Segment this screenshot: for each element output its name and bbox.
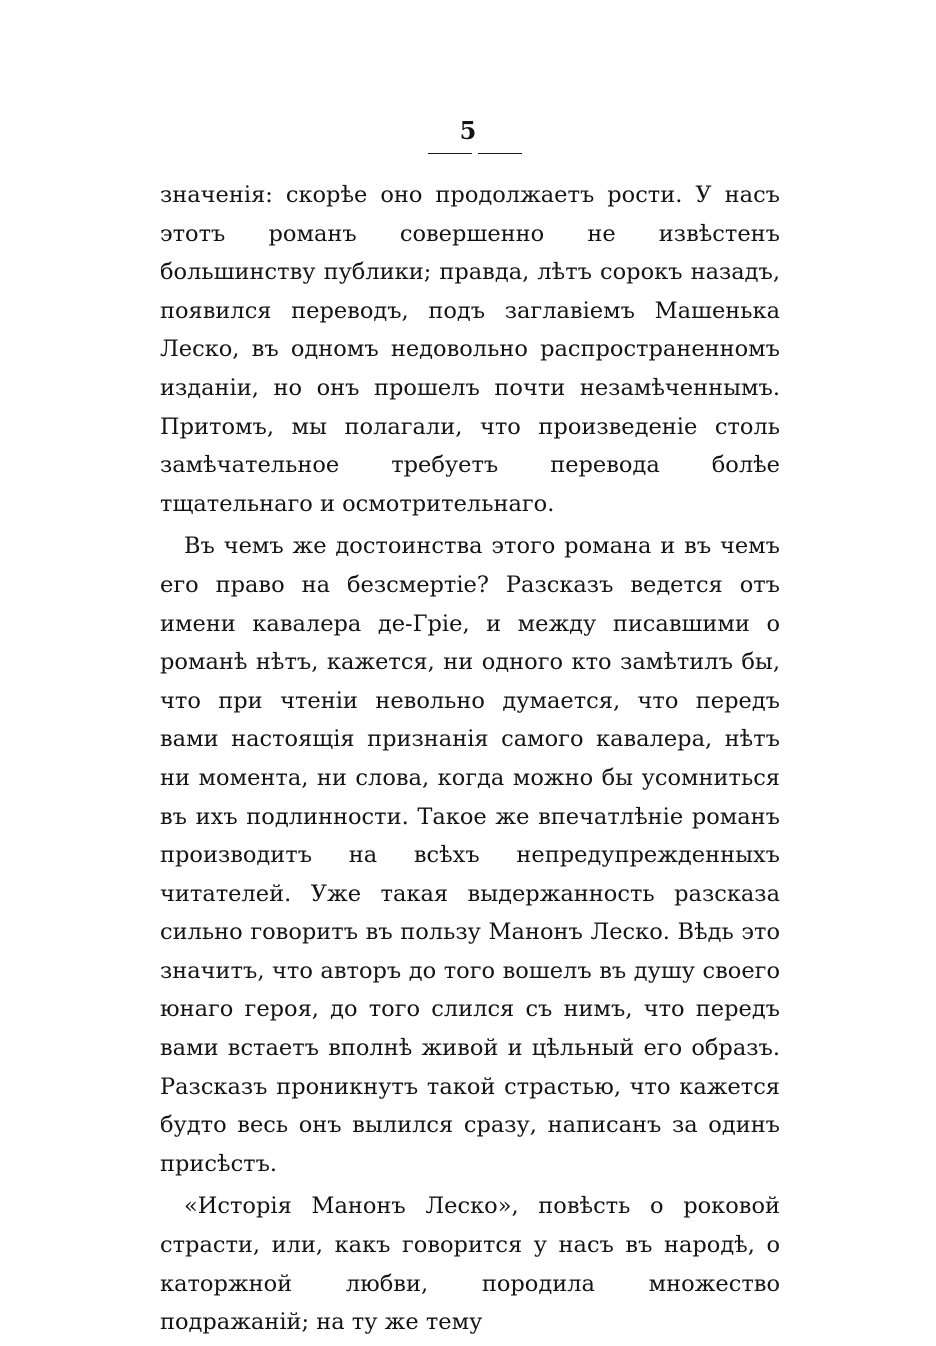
page-number: 5 [459,116,477,145]
body-text [160,176,780,1346]
page-number-rule-right [478,153,522,154]
paragraph: Въ чемъ же достоинства этого романа и въ чемъ его право на безсмертіе? Разсказъ ведется отъ имени кавалера де-Гріе, и между писавшими о романѣ нѣтъ, кажется, ни одного кто замѣтилъ бы, что при чтеніи невольно думается, что передъ вами настоящія признанія самого кавалера, нѣтъ ни момента, ни слова, когда можно бы усомниться въ ихъ подлинности. Такое же впечатлѣніе романъ производитъ на всѣхъ непредупрежденныхъ читателей. Уже такая выдержанность разсказа сильно говоритъ въ пользу Манонъ Леско. Вѣдь это значитъ, что авторъ до того вошелъ въ душу своего юнаго героя, до того слился съ нимъ, что передъ вами встаетъ вполнѣ живой и цѣльный его образъ. Разсказъ проникнутъ такой страстью, что кажется будто весь онъ вылился сразу, написанъ за одинъ присѣстъ. [160,533,780,1177]
paragraph: «Исторія Манонъ Леско», повѣсть о роковой страсти, или, какъ говорится у насъ въ народѣ, о каторжной любви, породила множество подражаній; на ту же тему [160,1193,780,1336]
paragraph-continued: значенія: скорѣе оно продолжаетъ рости. У насъ этотъ романъ совершенно не извѣстенъ большинству публики; правда, лѣтъ сорокъ назадъ, появился переводъ, подъ заглавіемъ Машенька Леско, въ одномъ недовольно распространенномъ изданіи, но онъ прошелъ почти незамѣченнымъ. Притомъ, мы полагали, что произведеніе столь замѣчательное требуетъ перевода болѣе тщательнаго и осмотрительнаго. [160,182,780,517]
page-number-rule-left [428,153,472,154]
